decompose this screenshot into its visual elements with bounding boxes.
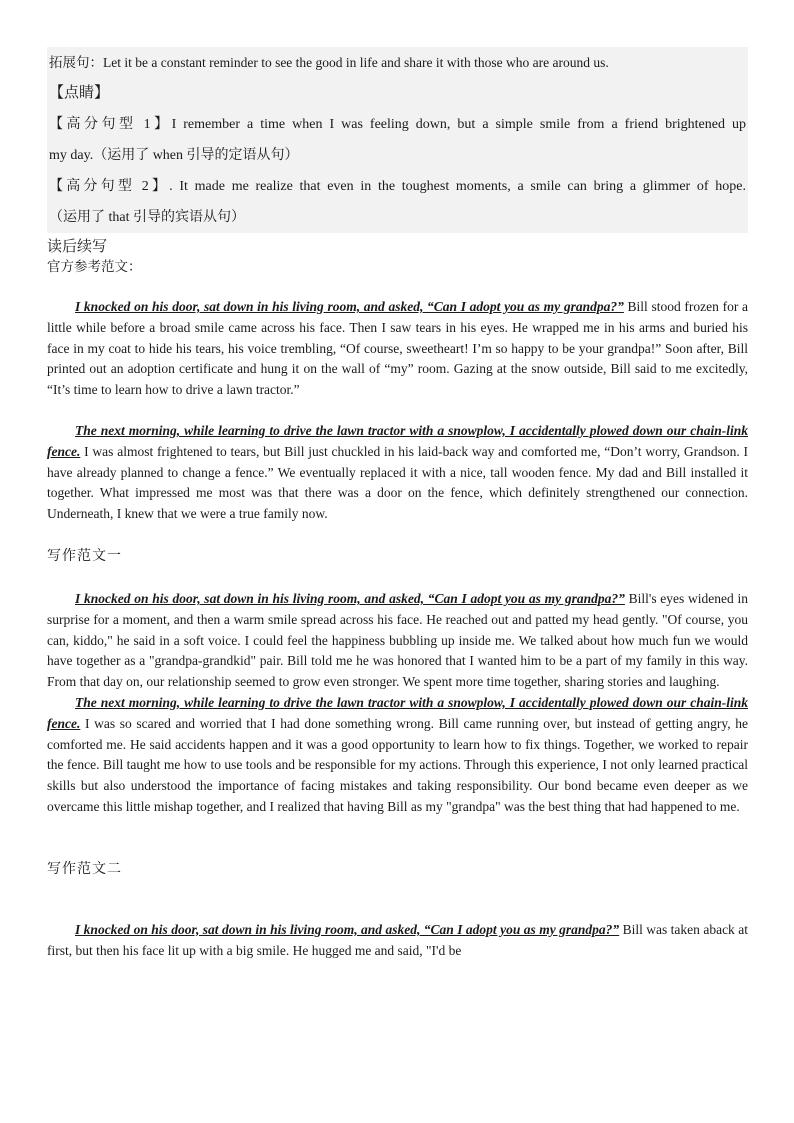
sample2-paragraph-1 — [47, 920, 748, 962]
sample-2-heading: 写作范文二 — [47, 861, 122, 877]
high-score-1-line1: 【高分句型 1】I remember a time when I was feeling down, but a simple smile from a friend brightened up — [49, 117, 746, 132]
high-score-2-line1: 【高分句型 2】. It made me realize that even in the toughest moments, a smile can bring a glimmer of hope. — [49, 179, 746, 194]
official-paragraph-1 — [47, 297, 748, 401]
high-score-2-line2: （运用了 that 引导的宾语从句） — [49, 210, 245, 225]
continuation-heading: 读后续写 — [47, 239, 108, 255]
official-p1-body: Bill stood frozen for a little while before a broad smile came across his face. Then I saw tears in his eyes. He wrapped me in his arms and buried his face in my coat to hide his tears, his voice trembling, “Of course, sweetheart! I’m so happy to be your grandpa!” Soon after, Bill printed out an adoption certificate and hung it on the wall of “my” room. Gazing at the snow outside, Bill said to me excitedly, “It’s time to learn how to drive a lawn tractor.” — [47, 299, 748, 398]
sample1-p2-body: I was so scared and worried that I had done something wrong. Bill came running over, but instead of getting angry, he comforted me. He said accidents happen and it was a good opportunity to learn how to fix things. Together, we worked to repair the fence. Bill taught me how to use tools and be responsible for my actions. Through this experience, I not only learned practical skills but also understood the importance of facing mistakes and taking responsibility. Our bond became even deeper as we overcame this little mishap together, and I realized that having Bill as my "grandpa" was the best thing that had happened to me. — [47, 715, 748, 814]
official-paragraph-2 — [47, 421, 748, 525]
extension-sentence: 拓展句：Let it be a constant reminder to see the good in life and share it with those who are around us. — [49, 55, 609, 70]
dianjing-heading: 【点睛】 — [49, 85, 110, 101]
document-page — [47, 47, 748, 961]
sample1-paragraph-1 — [47, 589, 748, 693]
sample2-p1-lead: I knocked on his door, sat down in his living room, and asked, “Can I adopt you as my grandpa?” — [75, 921, 620, 937]
sample2-p1-body: Bill was taken aback at first, but then his face lit up with a big smile. He hugged me and said, "I'd be — [47, 921, 748, 958]
sample1-paragraph-2 — [47, 693, 748, 818]
sample1-p2-lead: The next morning, while learning to drive the lawn tractor with a snowplow, I accidentally plowed down our chain-link fence. — [47, 694, 748, 731]
official-p2-body: I was almost frightened to tears, but Bill just chuckled in his laid-back way and comforted me, “Don’t worry, Grandson. I have already planned to change a fence.” We eventually replaced it with a nice, tall wooden fence. My dad and Bill installed it together. What impressed me most was that there was a door on the fence, which definitely strengthened our connection. Underneath, I knew that we were a true family now. — [47, 443, 748, 522]
highlight-box — [47, 47, 748, 233]
official-label: 官方参考范文： — [47, 259, 142, 274]
sample1-p1-lead: I knocked on his door, sat down in his living room, and asked, “Can I adopt you as my grandpa?” — [75, 590, 625, 606]
official-p2-lead: The next morning, while learning to drive the lawn tractor with a snowplow, I accidentally plowed down our chain-link fence. — [47, 422, 748, 459]
sample1-p1-body: Bill's eyes widened in surprise for a moment, and then a warm smile spread across his face. He reached out and patted my head gently. "Of course, you can, kiddo," he said in a soft voice. I could feel the happiness bubbling up inside me. We talked about how much fun we would have together as a "grandpa-grandkid" pair. Bill told me he was honored that I wanted him to be a part of my family in this way. From that day on, our relationship seemed to grow even stronger. We spent more time together, sharing stories and laughing. — [47, 590, 748, 690]
official-p1-lead: I knocked on his door, sat down in his living room, and asked, “Can I adopt you as my grandpa?” — [75, 299, 624, 314]
sample-1-heading: 写作范文一 — [47, 548, 122, 564]
high-score-1-line2: my day.（运用了 when 引导的定语从句） — [49, 148, 299, 163]
